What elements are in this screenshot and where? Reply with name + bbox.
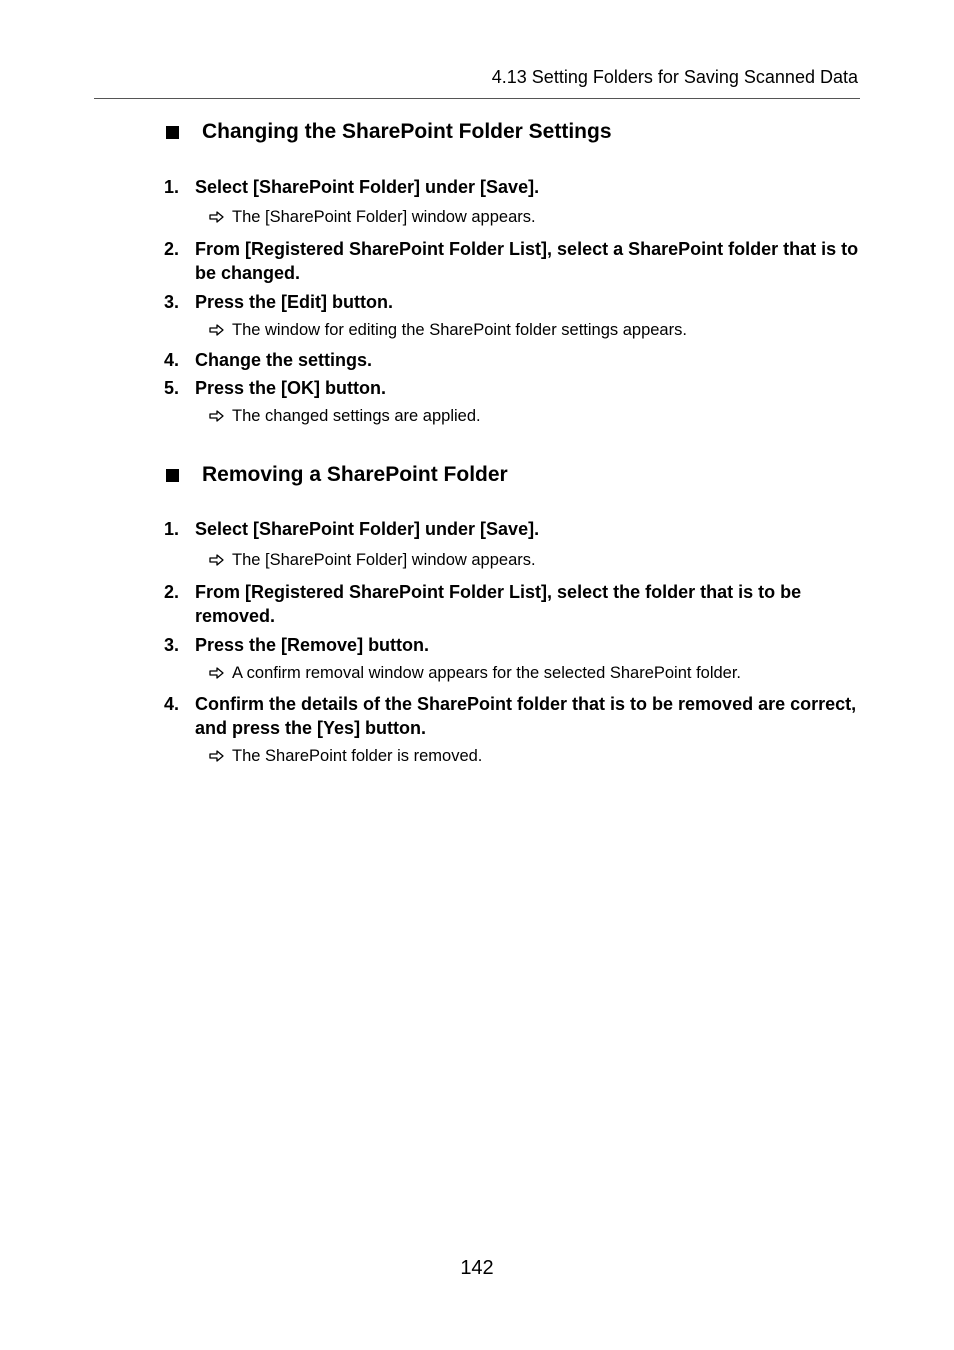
step-text: Select [SharePoint Folder] under [Save].: [195, 519, 540, 539]
step-item: [164, 237, 864, 285]
page-number: 142: [460, 1257, 494, 1279]
step-result: [209, 550, 536, 570]
outline-arrow-icon: [209, 554, 225, 566]
step-item: [164, 692, 864, 740]
step-number: 5.: [164, 378, 180, 398]
step-number: 4.: [164, 694, 180, 714]
header-section-title: 4.13 Setting Folders for Saving Scanned Data: [491, 67, 858, 87]
outline-arrow-icon: [209, 410, 225, 422]
step-number: 2.: [164, 582, 180, 602]
step-result-text: The [SharePoint Folder] window appears.: [232, 551, 536, 569]
step-result: [209, 746, 482, 766]
outline-arrow-icon: [209, 667, 225, 679]
section-heading-text: Removing a SharePoint Folder: [202, 463, 508, 486]
outline-arrow-icon: [209, 324, 225, 336]
step-text: Press the [OK] button.: [195, 378, 387, 398]
step-text: From [Registered SharePoint Folder List], select a SharePoint folder that is to be changed.: [195, 239, 859, 283]
step-number: 3.: [164, 292, 180, 312]
step-number: 1.: [164, 519, 180, 539]
step-text: From [Registered SharePoint Folder List], select the folder that is to be removed.: [195, 582, 802, 626]
step-result: [209, 406, 481, 426]
step-item: [164, 633, 864, 657]
step-item: [164, 580, 864, 628]
step-result: [209, 663, 741, 683]
step-text: Press the [Edit] button.: [195, 292, 393, 312]
step-result-text: A confirm removal window appears for the selected SharePoint folder.: [232, 664, 742, 682]
header-divider: [94, 98, 860, 99]
section-heading-text: Changing the SharePoint Folder Settings: [202, 120, 612, 143]
section-heading: [164, 119, 612, 145]
step-text: Change the settings.: [195, 350, 373, 370]
step-result-text: The changed settings are applied.: [232, 407, 481, 425]
step-item: [164, 175, 864, 199]
step-number: 4.: [164, 350, 180, 370]
step-item: [164, 517, 864, 541]
step-item: [164, 376, 864, 400]
outline-arrow-icon: [209, 750, 225, 762]
step-number: 3.: [164, 635, 180, 655]
step-result-text: The SharePoint folder is removed.: [232, 747, 483, 765]
step-text: Confirm the details of the SharePoint folder that is to be removed are correct, and press the [Yes] button.: [195, 694, 857, 738]
step-result: [209, 207, 536, 227]
step-result-text: The [SharePoint Folder] window appears.: [232, 208, 536, 226]
step-result-text: The window for editing the SharePoint folder settings appears.: [232, 321, 687, 339]
section-heading: [164, 462, 508, 488]
black-square-icon: [166, 126, 179, 139]
step-result: [209, 320, 687, 340]
step-number: 2.: [164, 239, 180, 259]
black-square-icon: [166, 469, 179, 482]
step-text: Press the [Remove] button.: [195, 635, 430, 655]
outline-arrow-icon: [209, 211, 225, 223]
step-text: Select [SharePoint Folder] under [Save].: [195, 177, 540, 197]
step-item: [164, 290, 864, 314]
step-number: 1.: [164, 177, 180, 197]
step-item: [164, 348, 864, 372]
